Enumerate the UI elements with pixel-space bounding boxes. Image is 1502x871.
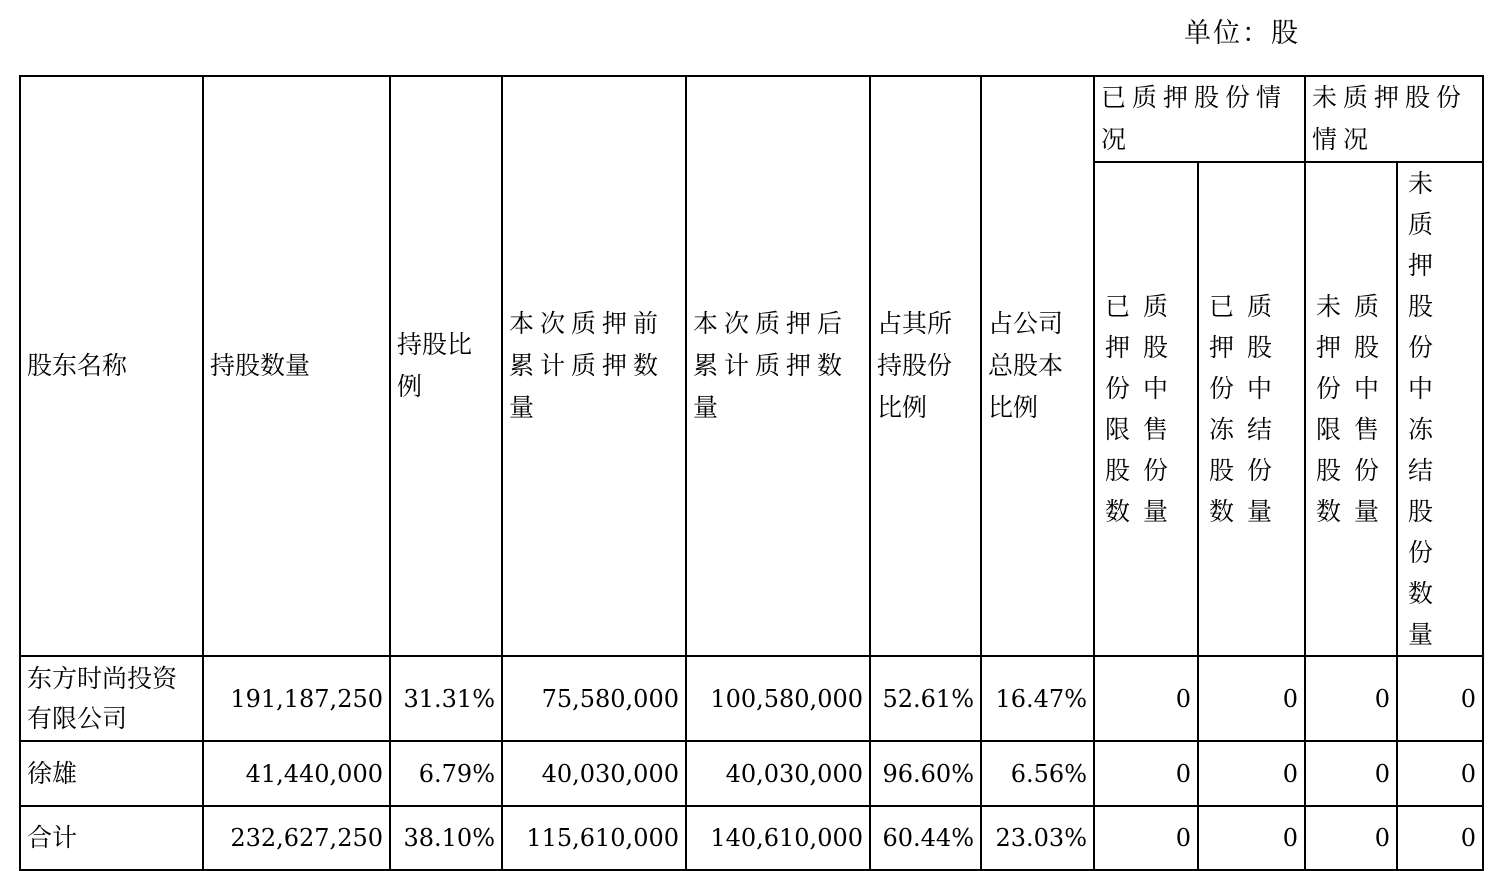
cell-pct-own: 60.44%: [870, 806, 981, 870]
cell-pledged-before: 75,580,000: [502, 656, 686, 741]
cell-name: 东方时尚投资有限公司: [20, 656, 203, 741]
unit-label: 单位：股: [1184, 18, 1300, 49]
header-pledged-after: 本次质押后累计质押数量: [686, 76, 870, 656]
pledge-table: [19, 75, 1484, 871]
cell-pledged-after: 140,610,000: [686, 806, 870, 870]
header-pledged-frozen: 已质押股份中冻结股份数量: [1198, 162, 1305, 656]
cell-pledged-restricted: 0: [1094, 656, 1198, 741]
header-unpledged-restricted: 未质押股份中限售股份数量: [1305, 162, 1397, 656]
cell-unpledged-frozen: 0: [1397, 656, 1483, 741]
cell-pledged-frozen: 0: [1198, 741, 1305, 806]
cell-name: 合计: [20, 806, 203, 870]
table-row: [20, 741, 1483, 806]
header-shareholder: 股东名称: [20, 76, 203, 656]
cell-pledged-before: 115,610,000: [502, 806, 686, 870]
cell-holding-ratio: 31.31%: [390, 656, 502, 741]
cell-holding-ratio: 6.79%: [390, 741, 502, 806]
cell-pct-total: 23.03%: [981, 806, 1094, 870]
cell-holding-qty: 191,187,250: [203, 656, 390, 741]
cell-pledged-restricted: 0: [1094, 806, 1198, 870]
header-unpledged-frozen: 未质押股份中冻结股份数量: [1397, 162, 1483, 656]
header-pledged-restricted: 已质押股份中限售股份数量: [1094, 162, 1198, 656]
cell-pledged-before: 40,030,000: [502, 741, 686, 806]
header-holding-qty: 持股数量: [203, 76, 390, 656]
cell-pct-total: 16.47%: [981, 656, 1094, 741]
header-holding-ratio: 持股比例: [390, 76, 502, 656]
cell-unpledged-restricted: 0: [1305, 741, 1397, 806]
cell-unpledged-frozen: 0: [1397, 741, 1483, 806]
cell-holding-qty: 232,627,250: [203, 806, 390, 870]
header-pledged-before: 本次质押前累计质押数量: [502, 76, 686, 656]
cell-unpledged-restricted: 0: [1305, 806, 1397, 870]
cell-pledged-frozen: 0: [1198, 806, 1305, 870]
cell-pledged-after: 100,580,000: [686, 656, 870, 741]
cell-pct-total: 6.56%: [981, 741, 1094, 806]
cell-unpledged-frozen: 0: [1397, 806, 1483, 870]
cell-holding-qty: 41,440,000: [203, 741, 390, 806]
header-unpledged-status: 未质押股份情况: [1305, 76, 1483, 162]
cell-pledged-restricted: 0: [1094, 741, 1198, 806]
cell-unpledged-restricted: 0: [1305, 656, 1397, 741]
cell-pct-own: 52.61%: [870, 656, 981, 741]
header-pct-own: 占其所持股份比例: [870, 76, 981, 656]
table-row: [20, 656, 1483, 741]
cell-holding-ratio: 38.10%: [390, 806, 502, 870]
header-pledged-status: 已质押股份情况: [1094, 76, 1305, 162]
cell-pledged-frozen: 0: [1198, 656, 1305, 741]
header-pct-total: 占公司总股本比例: [981, 76, 1094, 656]
table-row-total: [20, 806, 1483, 870]
cell-name: 徐雄: [20, 741, 203, 806]
header-row-top: [20, 76, 1483, 162]
cell-pledged-after: 40,030,000: [686, 741, 870, 806]
cell-pct-own: 96.60%: [870, 741, 981, 806]
